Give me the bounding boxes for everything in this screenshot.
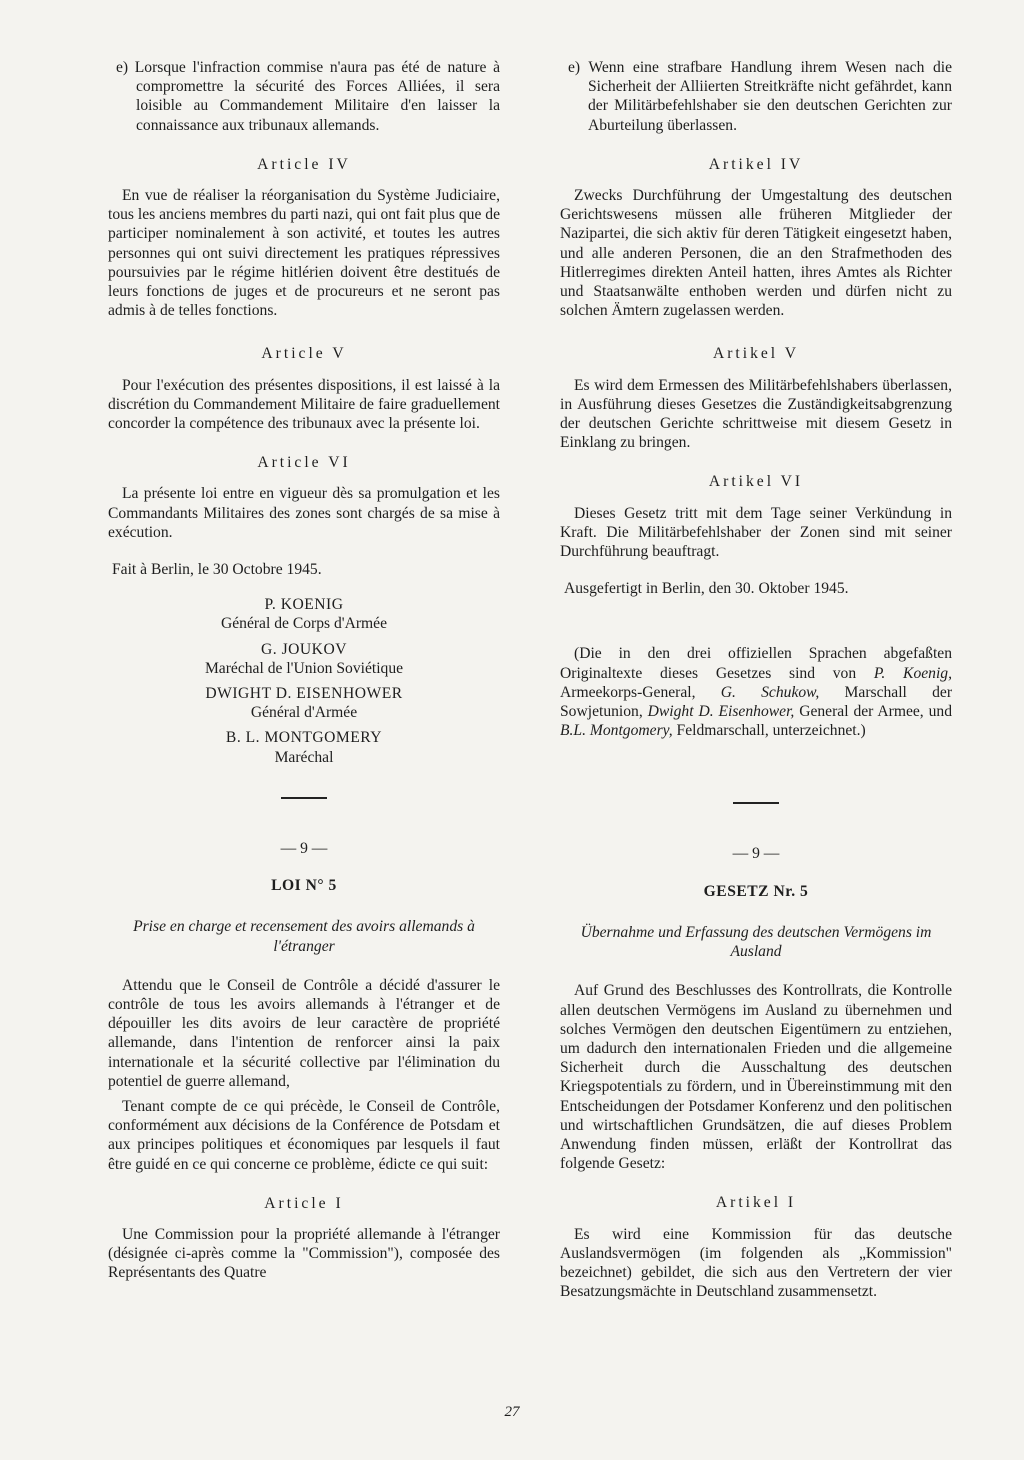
note-name: B.L. Montgomery, xyxy=(560,722,673,740)
article-iv-heading-fr: Article IV xyxy=(257,155,351,173)
signatory xyxy=(108,640,500,678)
signatory-name: B. L. MONTGOMERY xyxy=(225,729,383,747)
article-iv-heading-de: Artikel IV xyxy=(708,155,804,173)
paragraph-e-de: e) Wenn eine strafbare Handlung ihrem Wesen nach die Sicherheit der Alliierten Streitkräfte nicht gefährdet, kann der Militärbefehlshaber sie den deutschen Gerichten zur Aburteilung überlassen. xyxy=(568,59,952,134)
article-vi-text-de: Dieses Gesetz tritt mit dem Tage seiner Verkündung in Kraft. Die Militärbefehlshaber der Zonen sind mit seiner Durchführung beauftragt. xyxy=(560,504,952,561)
french-column xyxy=(108,58,500,1283)
date-line-fr: Fait à Berlin, le 30 Octobre 1945. xyxy=(112,561,322,579)
date-line-de: Ausgefertigt in Berlin, den 30. Oktober 1945. xyxy=(564,580,849,598)
note-name: Dwight D. Eisenhower, xyxy=(647,703,795,721)
signatory-name: P. KOENIG xyxy=(264,596,344,614)
signatures-block xyxy=(108,595,500,767)
page-marker-fr: — 9 — xyxy=(280,839,328,857)
article-vi-text-fr: La présente loi entre en vigueur dès sa promulgation et les Commandants Militaires des zones sont chargés de sa mise à exécution. xyxy=(108,485,500,541)
page-number: 27 xyxy=(504,1404,520,1420)
article-v-text-fr: Pour l'exécution des présentes dispositions, il est laissé à la discrétion du Commandement Militaire de faire graduellement concorder la compétence des tribunaux avec la présente loi. xyxy=(108,376,500,433)
signatory xyxy=(108,728,500,766)
law-article-i-text-de: Es wird eine Kommission für das deutsche Auslandsvermögen (im folgenden als „Kommission" bezeichnet) gebildet, die sich aus den Vertretern der vier Besatzungsmächte in Deutschland zusammensetzt. xyxy=(560,1225,952,1301)
signatory xyxy=(108,684,500,722)
signatory xyxy=(108,595,500,633)
paragraph-e-fr: e) Lorsque l'infraction commise n'aura pas été de nature à compromettre la sécurité des Forces Alliées, il sera loisible au Commandement Militaire d'en laisser la connaissance aux tribunaux allemands. xyxy=(116,59,500,134)
article-v-heading-de: Artikel V xyxy=(712,345,800,363)
law-preamble-de: Auf Grund des Beschlusses des Kontrollrats, die Kontrolle allen deutschen Vermögens im Ausland zu übernehmen und solches Vermögen den deutschen Eigentümern zu entziehen, um dadurch den internationalen Frieden und die allgemeine Sicherheit durch die Ausschaltung des deutschen Kriegspotentials zu fördern, und in Übereinstimmung mit den Entscheidungen der Potsdamer Konferenz und den politischen und wirtschaftlichen Grundsätzen, die auf dieses Problem Anwendung finden müssen, erläßt der Kontrollrat das folgende Gesetz: xyxy=(560,982,952,1173)
signatory-name: DWIGHT D. EISENHOWER xyxy=(205,685,403,703)
law-title-de: GESETZ Nr. 5 xyxy=(703,882,809,900)
signatory-name: G. JOUKOV xyxy=(261,640,347,658)
article-iv-text-fr: En vue de réaliser la réorganisation du Système Judiciaire, tous les anciens membres du parti nazi, qui ont fait plus que de participer nominalement à son activité, et toutes les autres personnes qui ont suivi directement les pratiques répressives poursuivies par le régime hitlérien doivent être destitués de leurs fonctions de juges et de procureurs et ne seront pas admis à de telles fonctions. xyxy=(108,187,500,320)
article-iv-text-de: Zwecks Durchführung der Umgestaltung des deutschen Gerichtswesens müssen alle früheren Mitglieder der Nazipartei, die sich aktiv für deren Tätigkeit eingesetzt haben, und alle anderen Personen, die an den Strafmethoden des Hitlerregimes direkten Anteil hatten, ihres Amtes als Richter und Staatsanwälte enthoben werden und dürfen nicht zu solchen Ämtern zugelassen werden. xyxy=(560,187,952,320)
signatory-title: Maréchal xyxy=(274,748,334,766)
signatory-title: Maréchal de l'Union Soviétique xyxy=(204,659,404,677)
article-v-heading-fr: Article V xyxy=(261,345,347,363)
article-vi-heading-de: Artikel VI xyxy=(708,473,804,491)
article-vi-heading-fr: Article VI xyxy=(257,454,351,472)
section-divider xyxy=(733,802,779,804)
law-preamble-2-fr: Tenant compte de ce qui précède, le Conseil de Contrôle, conformément aux décisions de la Conférence de Potsdam et aux principes politiques et économiques par lesquels il faut être guidé en ce qui concerne ce problème, édicte ce qui suit: xyxy=(108,1097,500,1173)
law-article-i-heading-fr: Article I xyxy=(264,1194,344,1212)
section-divider xyxy=(281,797,327,799)
law-subtitle-de: Übernahme und Erfassung des deutschen Vermögens im Ausland xyxy=(580,923,932,961)
law-title-fr: LOI N° 5 xyxy=(271,877,337,895)
note-name: G. Schukow, xyxy=(720,683,820,701)
signatory-title: Général de Corps d'Armée xyxy=(220,615,388,633)
note-text: (Die in den drei offiziellen Sprachen abgefaßten Originaltexte dieses Gesetzes sind von xyxy=(560,645,952,682)
law-article-i-heading-de: Artikel I xyxy=(715,1194,797,1212)
law-subtitle-fr: Prise en charge et recensement des avoirs allemands à l'étranger xyxy=(133,918,475,955)
law-preamble-1-fr: Attendu que le Conseil de Contrôle a décidé d'assurer le contrôle de tous les avoirs allemands à l'étranger et de dépouiller les dits avoirs de leur caractère de propriété allemande, dans l'intention de renforcer ainsi la paix internationale et la sécurité collective par l'élimination du potentiel de guerre allemand, xyxy=(108,976,500,1090)
article-v-text-de: Es wird dem Ermessen des Militärbefehlshabers überlassen, in Ausführung dieses Gesetzes die Zuständigkeitsabgrenzung der deutschen Gerichte schrittweise mit diesem Gesetz in Einklang zu bringen. xyxy=(560,376,952,452)
note-name: P. Koenig, xyxy=(873,664,952,682)
note-text: Feldmarschall, unterzeichnet.) xyxy=(672,722,866,740)
signatories-note-de xyxy=(560,644,952,740)
note-text: General der Armee, und xyxy=(794,703,952,721)
page-marker-de: — 9 — xyxy=(732,845,780,863)
note-text: Marschall der Sowjetunion, xyxy=(560,683,953,721)
signatory-title: Général d'Armée xyxy=(250,704,358,722)
german-column xyxy=(560,58,952,1301)
law-article-i-text-fr: Une Commission pour la propriété allemande à l'étranger (désignée ci-après comme la "Commission"), composée des Représentants des Quatre xyxy=(108,1225,500,1282)
note-text: Armeekorps-General, xyxy=(560,683,721,701)
